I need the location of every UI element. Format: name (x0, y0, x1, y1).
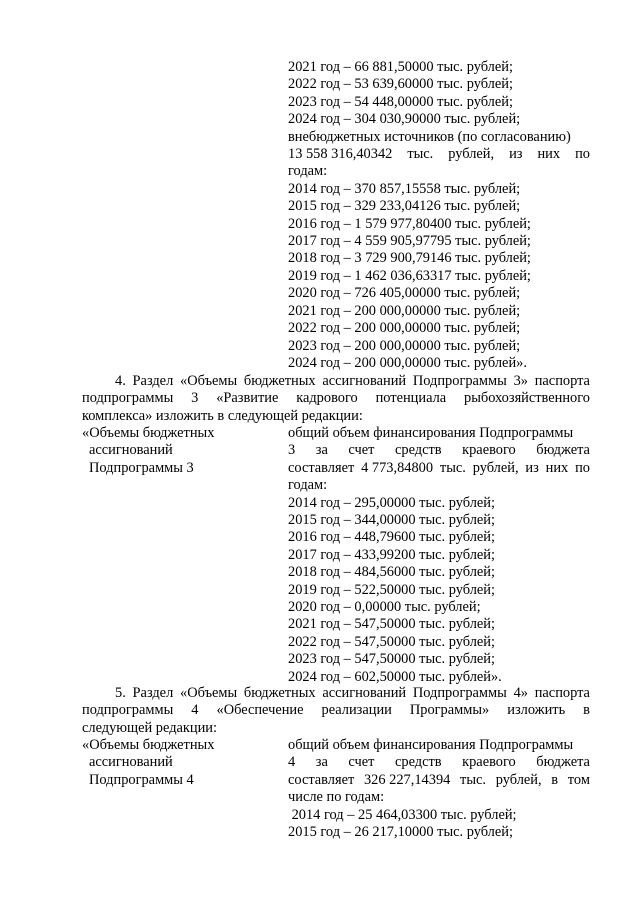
text-line: 2021 год – 547,50000 тыс. рублей; (288, 616, 495, 633)
justified-line (82, 702, 590, 719)
text-line: общий объем финансирования Подпрограммы (288, 425, 574, 441)
word: «Развитие (216, 390, 279, 407)
sub3-value-column (288, 425, 590, 686)
word: 3» (513, 373, 528, 389)
word: счет (348, 754, 375, 771)
text-line: 2022 год – 547,50000 тыс. рублей; (288, 633, 495, 650)
sub4-label-column (82, 737, 282, 789)
word: бюджетных (243, 685, 316, 701)
word: «Обеспечение (216, 702, 304, 719)
text-line: 2022 год – 200 000,00000 тыс. рублей; (288, 320, 521, 337)
text-line: 2015 год – 344,00000 тыс. рублей; (288, 512, 495, 529)
section-label: ассигнований (89, 754, 173, 771)
text-line: 2024 год – 304 030,90000 тыс. рублей; (288, 111, 521, 128)
text-line: числе по годам: (288, 789, 385, 806)
text-line: общий объем финансирования Подпрограммы (288, 737, 574, 753)
word: ассигнований (322, 685, 407, 701)
word: тыс. (460, 771, 486, 788)
justified-line (288, 442, 590, 459)
word: из (525, 459, 539, 476)
text-line: 2014 год – 370 857,15558 тыс. рублей; (288, 180, 521, 197)
word: 3 (191, 390, 199, 407)
word: потенциала (375, 390, 447, 407)
block1-right-column (288, 59, 590, 372)
word: 326 227,14394 (363, 771, 451, 788)
word: Программы» (409, 702, 490, 719)
word: из (509, 146, 523, 163)
text-line: 2016 год – 1 579 977,80400 тыс. рублей; (288, 215, 531, 232)
word: рыбохозяйственного (464, 390, 590, 407)
text-line: 2017 год – 4 559 905,97795 тыс. рублей; (288, 233, 531, 250)
word: подпрограммы (82, 390, 174, 407)
text-line: годам: (288, 477, 328, 494)
word: Раздел (132, 685, 174, 701)
word: тыс. (439, 459, 466, 476)
text-line: 2018 год – 484,56000 тыс. рублей; (288, 564, 495, 581)
word: составляет (288, 459, 355, 476)
text-line: 2023 год – 547,50000 тыс. рублей; (288, 651, 495, 668)
word: подпрограммы (82, 702, 174, 719)
text-line: внебюджетных источников (по согласованию) (288, 128, 571, 145)
word: 5. (115, 685, 126, 701)
word: ассигнований (322, 373, 407, 389)
word: бюджета (536, 754, 590, 771)
text-line: 2021 год – 200 000,00000 тыс. рублей; (288, 302, 521, 319)
word: счет (348, 442, 375, 459)
text-line: годам: (288, 163, 328, 180)
text-line: 2019 год – 522,50000 тыс. рублей; (288, 581, 495, 598)
text-line: 2021 год – 66 881,50000 тыс. рублей; (288, 59, 513, 75)
word: краевого (462, 442, 516, 459)
text-line: следующей редакции: (82, 719, 217, 736)
section-label: «Объемы бюджетных (82, 737, 215, 753)
word: 4. (115, 373, 126, 389)
word: паспорта (534, 373, 590, 389)
justified-line (82, 685, 590, 702)
word: составляет (288, 771, 355, 788)
text-line: 2017 год – 433,99200 тыс. рублей; (288, 546, 495, 563)
word: паспорта (534, 685, 590, 701)
paragraph-4 (82, 373, 590, 425)
text-line: 2022 год – 53 639,60000 тыс. рублей; (288, 76, 513, 93)
word: в (551, 771, 559, 788)
word: «Объемы (180, 685, 238, 701)
section-label: Подпрограммы 3 (89, 459, 194, 476)
word: 4 (191, 702, 199, 719)
text-line: 2020 год – 0,00000 тыс. рублей; (288, 599, 481, 616)
word: по (575, 146, 590, 163)
text-line: 2020 год – 726 405,00000 тыс. рублей; (288, 285, 521, 302)
word: Подпрограммы (412, 373, 507, 389)
word: них (537, 146, 561, 163)
word: 4 (288, 754, 296, 771)
text-line: 2016 год – 448,79600 тыс. рублей; (288, 529, 495, 546)
text-line: 2023 год – 200 000,00000 тыс. рублей; (288, 337, 521, 354)
word: кадрового (296, 390, 358, 407)
justified-line (82, 390, 590, 407)
word: изложить (507, 702, 566, 719)
section-label: «Объемы бюджетных (82, 425, 215, 441)
text-line: 2024 год – 602,50000 тыс. рублей». (288, 668, 502, 685)
word: них (545, 459, 569, 476)
text-line: 2014 год – 25 464,03300 тыс. рублей; (288, 806, 517, 823)
word: тыс. (407, 146, 434, 163)
text-line: 2015 год – 329 233,04126 тыс. рублей; (288, 198, 521, 215)
text-line: 2019 год – 1 462 036,63317 тыс. рублей; (288, 267, 531, 284)
justified-line (288, 772, 590, 789)
word: рублей, (495, 771, 542, 788)
word: 4 773,84800 (361, 459, 434, 476)
word: бюджета (536, 442, 590, 459)
word: 13 558 316,40342 (288, 146, 393, 163)
word: рублей, (472, 459, 519, 476)
text-line: 2018 год – 3 729 900,79146 тыс. рублей; (288, 250, 531, 267)
word: краевого (462, 754, 516, 771)
word: в (583, 702, 590, 719)
word: реализации (321, 702, 392, 719)
word: за (315, 442, 328, 459)
text-line: 2015 год – 26 217,10000 тыс. рублей; (288, 824, 513, 841)
word: средств (394, 442, 442, 459)
text-line: 2014 год – 295,00000 тыс. рублей; (288, 494, 495, 511)
justified-line (288, 754, 590, 771)
text-line: комплекса» изложить в следующей редакции: (82, 407, 363, 424)
text-line: 2024 год – 200 000,00000 тыс. рублей». (288, 354, 527, 371)
word: бюджетных (243, 373, 316, 389)
word: 3 (288, 442, 296, 459)
word: средств (394, 754, 442, 771)
sub4-value-column (288, 737, 590, 841)
word: по (575, 459, 590, 476)
word: Подпрограммы (412, 685, 507, 701)
word: Раздел (132, 373, 174, 389)
word: «Объемы (180, 373, 238, 389)
justified-line (288, 146, 590, 163)
word: за (315, 754, 328, 771)
word: том (567, 771, 590, 788)
section-label: Подпрограммы 4 (89, 771, 194, 788)
word: рублей, (448, 146, 495, 163)
text-line: 2023 год – 54 448,00000 тыс. рублей; (288, 93, 513, 110)
justified-line (288, 460, 590, 477)
paragraph-5 (82, 685, 590, 737)
word: 4» (513, 685, 528, 701)
sub3-label-column (82, 425, 282, 477)
justified-line (82, 373, 590, 390)
section-label: ассигнований (89, 442, 173, 459)
